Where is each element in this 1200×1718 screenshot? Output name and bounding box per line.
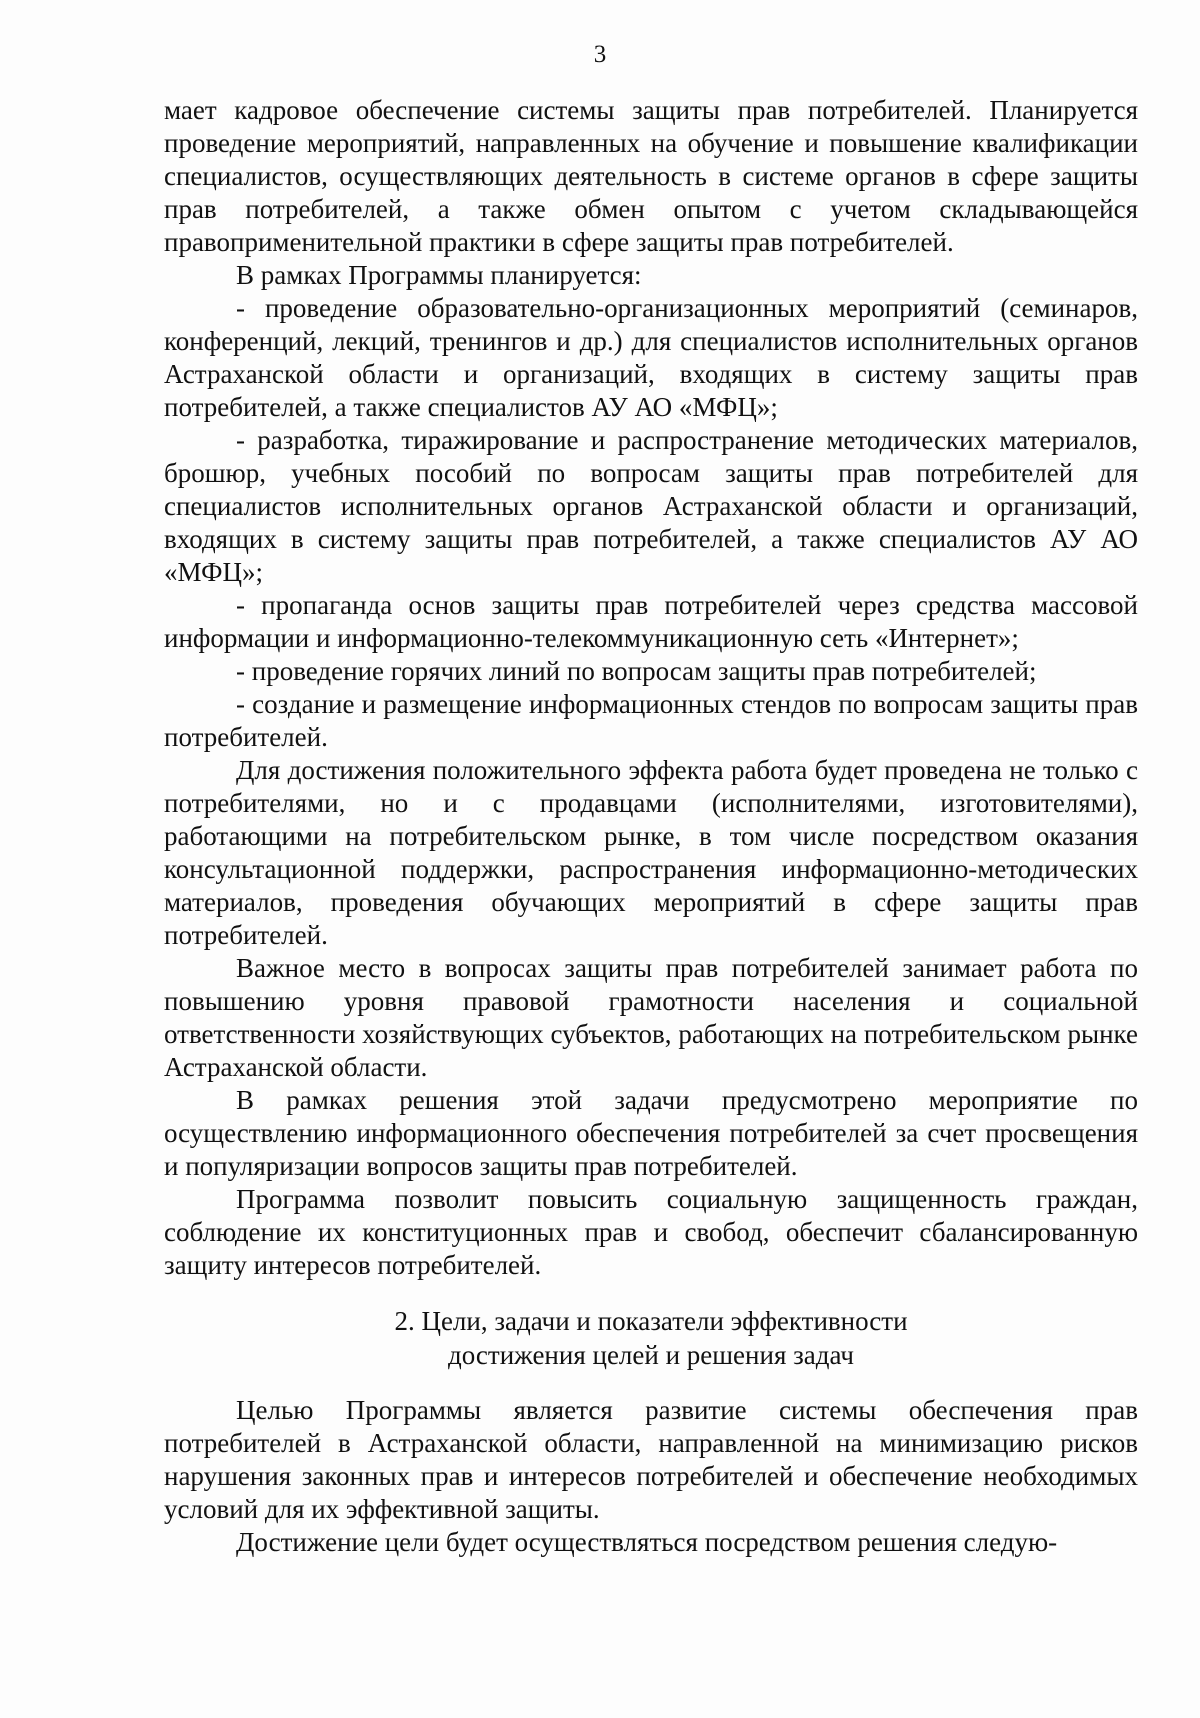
list-item-methodical-materials: - разработка, тиражирование и распространение методических материалов, брошюр, учебных пособий по вопросам защиты прав потребителей для специалистов исполнительных органов Астраханской области и организаций, входящих в систему защиты прав потребителей, а также специалистов АУ АО «МФЦ»;	[164, 425, 1138, 587]
paragraph-staffing: мает кадровое обеспечение системы защиты прав потребителей. Планируется проведение мероприятий, направленных на обучение и повышение квалификации специалистов, осуществляющих деятельность в системе органов в сфере защиты прав потребителей, а также обмен опытом с учетом складывающейся правоприменительной практики в сфере защиты прав потребителей.	[164, 95, 1138, 257]
list-item-educational-events: - проведение образовательно-организационных мероприятий (семинаров, конференций, лекций, тренингов и др.) для специалистов исполнительных органов Астраханской области и организаций, входящих в систему защиты прав потребителей, а также специалистов АУ АО «МФЦ»;	[164, 293, 1138, 422]
paragraph-information-support: В рамках решения этой задачи предусмотрено мероприятие по осуществлению информационного обеспечения потребителей за счет просвещения и популяризации вопросов защиты прав потребителей.	[164, 1085, 1138, 1181]
paragraph-goal-achievement: Достижение цели будет осуществляться посредством решения следую-	[236, 1527, 1058, 1557]
section-heading-line-1: 2. Цели, задачи и показатели эффективности	[394, 1306, 908, 1336]
paragraph-program-benefits: Программа позволит повысить социальную защищенность граждан, соблюдение их конституционных прав и свобод, обеспечит сбалансированную защиту интересов потребителей.	[164, 1184, 1138, 1280]
paragraph-legal-literacy: Важное место в вопросах защиты прав потребителей занимает работа по повышению уровня правовой грамотности населения и социальной ответственности хозяйствующих субъектов, работающих на потребительском рынке Астраханской области.	[164, 953, 1138, 1082]
section-heading	[164, 1304, 1138, 1372]
list-item-info-stands: - создание и размещение информационных стендов по вопросам защиты прав потребителей.	[164, 689, 1138, 752]
list-item-media-propaganda: - пропаганда основ защиты прав потребителей через средства массовой информации и информационно-телекоммуникационную сеть «Интернет»;	[164, 590, 1138, 653]
list-item-hotlines: - проведение горячих линий по вопросам защиты прав потребителей;	[236, 656, 1037, 686]
page-number: 3	[593, 41, 607, 68]
section-heading-line-2: достижения целей и решения задач	[448, 1340, 854, 1370]
paragraph-positive-effect: Для достижения положительного эффекта работа будет проведена не только с потребителями, но и с продавцами (исполнителями, изготовителями), работающими на потребительском рынке, в том числе посредством оказания консультационной поддержки, распространения информационно-методических материалов, проведения обучающих мероприятий в сфере защиты прав потребителей.	[164, 755, 1138, 950]
paragraph-program-goal: Целью Программы является развитие системы обеспечения прав потребителей в Астраханской области, направленной на минимизацию рисков нарушения законных прав и интересов потребителей и обеспечение необходимых условий для их эффективной защиты.	[164, 1395, 1138, 1524]
document-body	[164, 94, 1138, 1559]
paragraph-program-plans-intro: В рамках Программы планируется:	[236, 260, 642, 290]
